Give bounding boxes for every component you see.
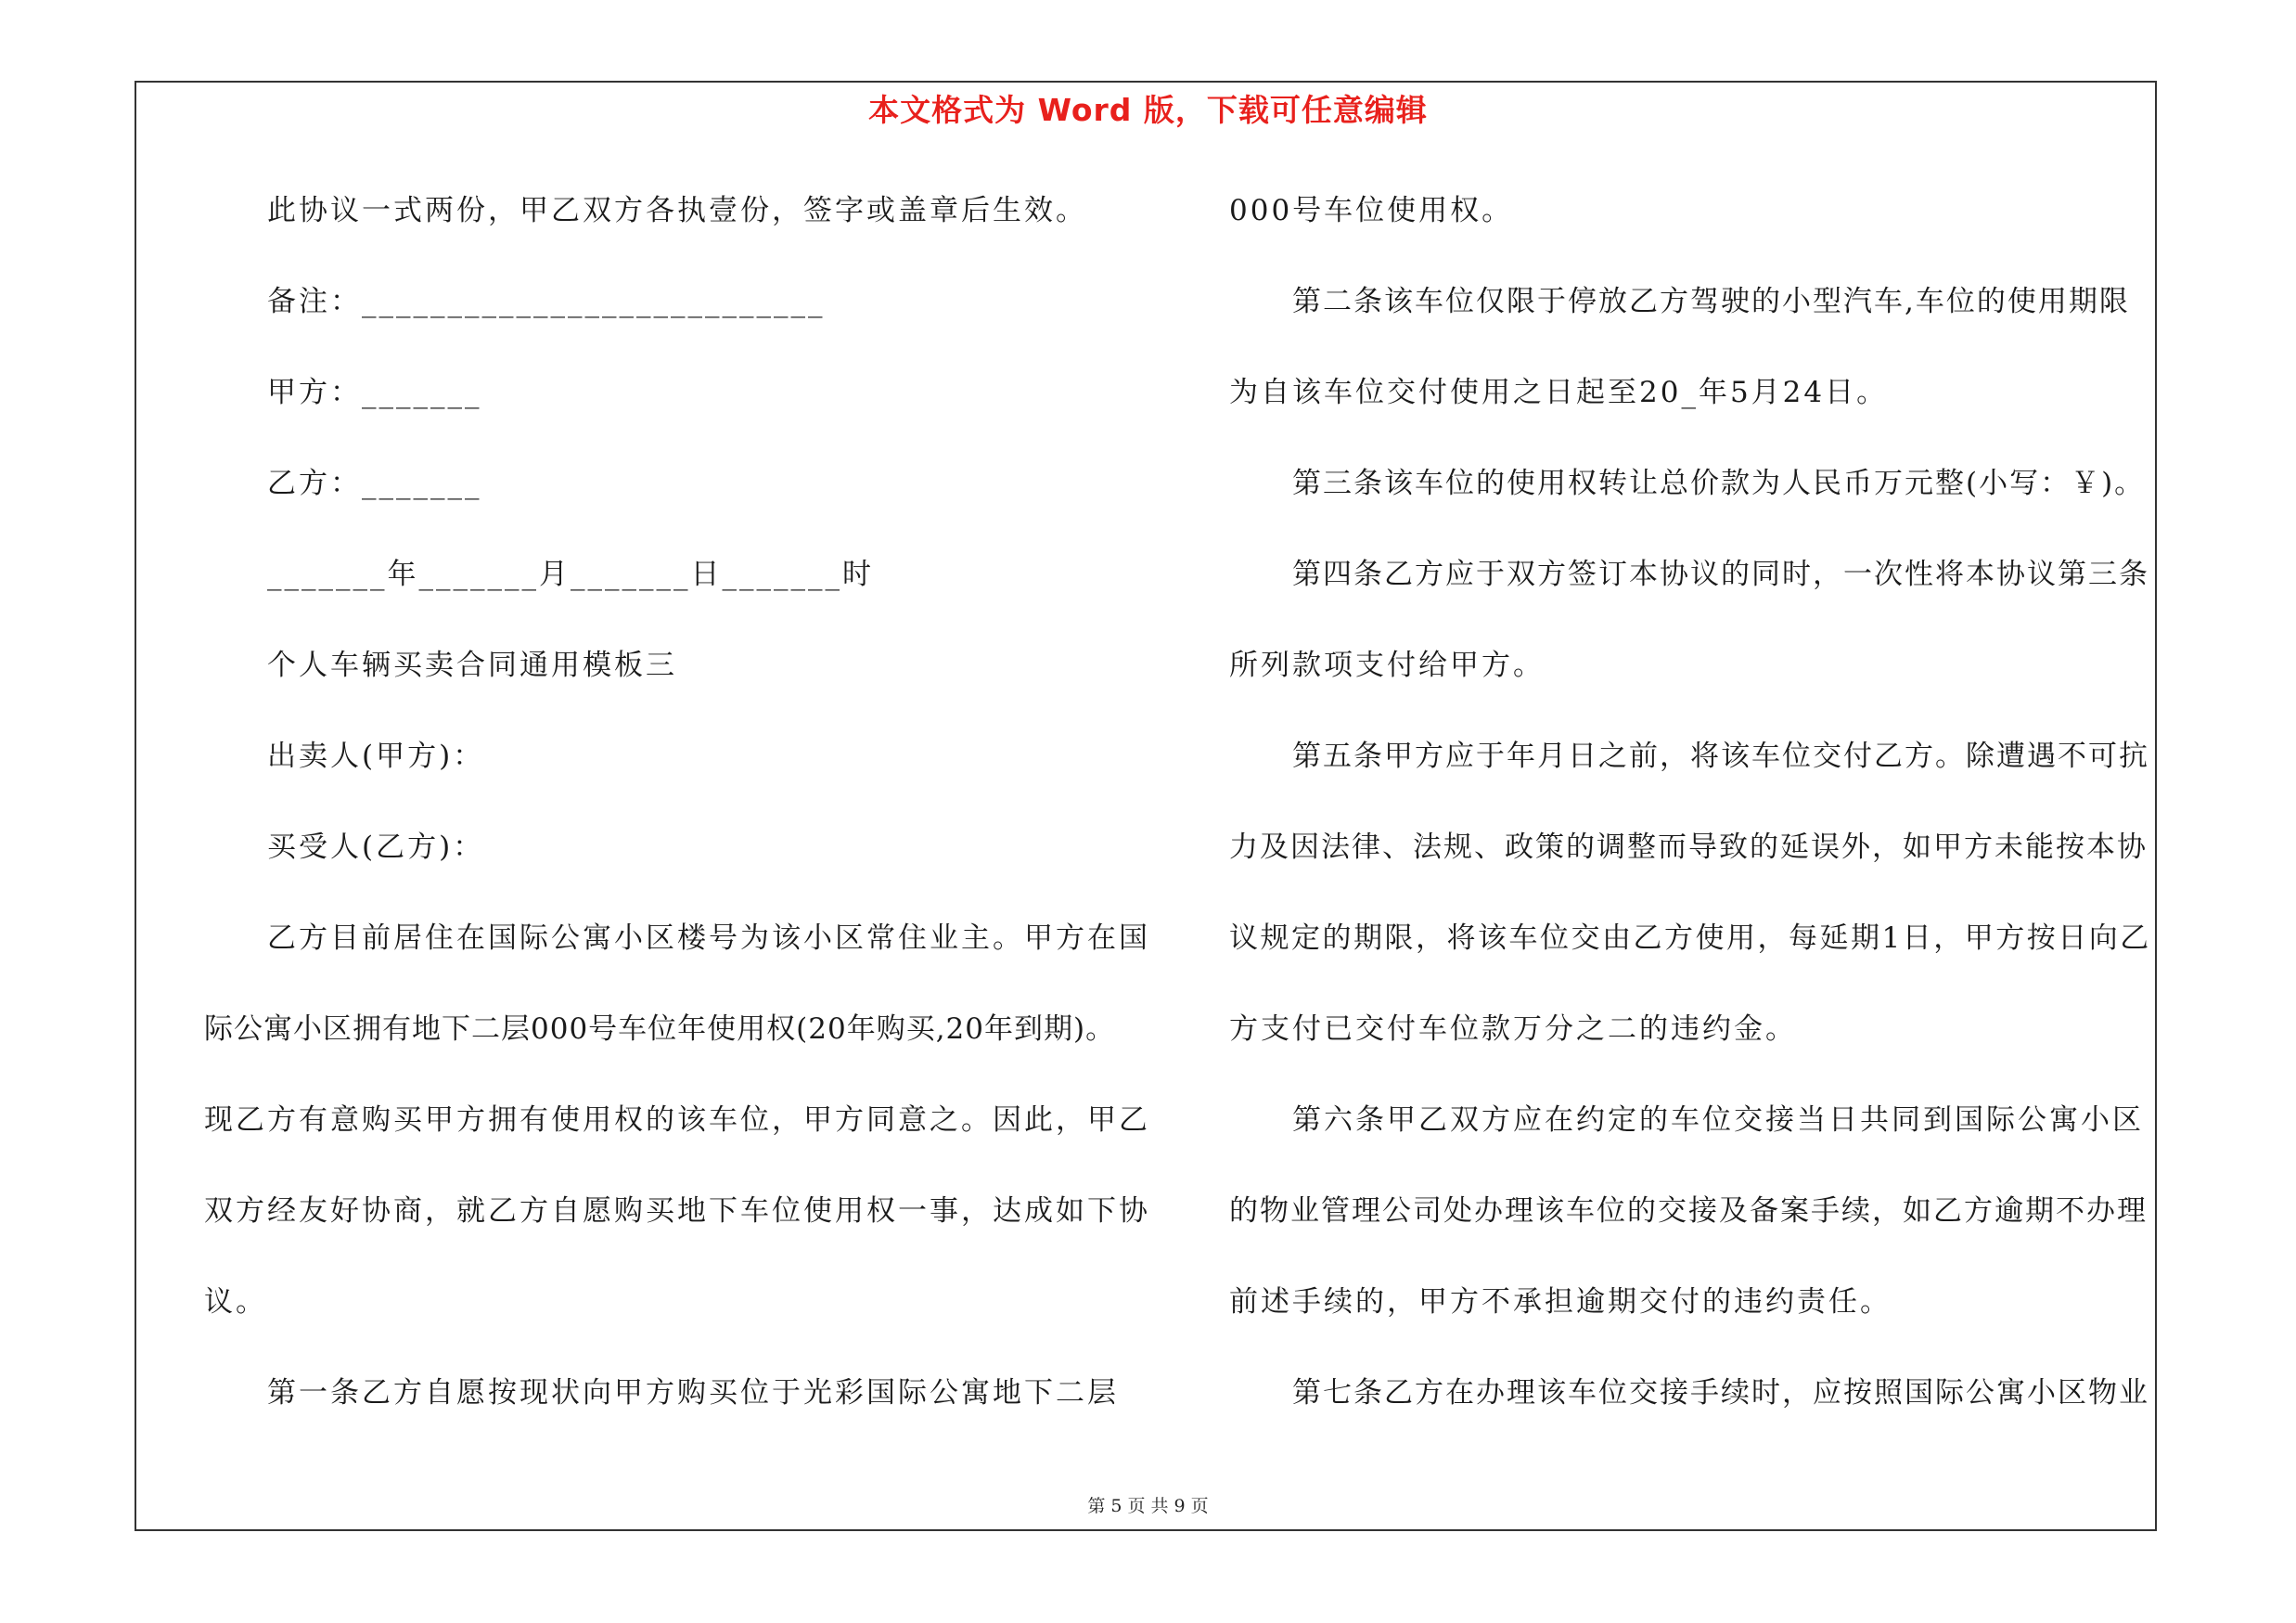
left-line: 议。 bbox=[204, 1285, 267, 1319]
right-line: 第二条该车位仅限于停放乙方驾驶的小型汽车,车位的使用期限 bbox=[1292, 285, 2130, 318]
right-line: 前述手续的，甲方不承担逾期交付的违约责任。 bbox=[1229, 1285, 1892, 1319]
right-line: 所列款项支付给甲方。 bbox=[1229, 649, 1545, 682]
left-line: 买受人(乙方)： bbox=[267, 831, 485, 864]
left-line: 甲方：_______ bbox=[267, 376, 482, 409]
header-banner: 本文格式为 Word 版，下载可任意编辑 bbox=[868, 92, 1428, 128]
left-line: 备注：___________________________ bbox=[267, 285, 826, 318]
left-line: _______年_______月_______日_______时 bbox=[267, 558, 874, 591]
right-line: 000号车位使用权。 bbox=[1229, 194, 1514, 227]
left-line: 出卖人(甲方)： bbox=[267, 740, 485, 773]
left-line: 第一条乙方自愿按现状向甲方购买位于光彩国际公寓地下二层 bbox=[267, 1376, 1119, 1410]
right-line: 第七条乙方在办理该车位交接手续时，应按照国际公寓小区物业 bbox=[1292, 1376, 2149, 1410]
left-line: 双方经友好协商，就乙方自愿购买地下车位使用权一事，达成如下协 bbox=[204, 1194, 1150, 1228]
left-line: 现乙方有意购买甲方拥有使用权的该车位，甲方同意之。因此，甲乙 bbox=[204, 1103, 1150, 1137]
right-line: 第三条该车位的使用权转让总价款为人民币万元整(小写：￥)。 bbox=[1292, 467, 2146, 500]
page-number: 第 5 页 共 9 页 bbox=[1087, 1496, 1209, 1516]
right-line: 的物业管理公司处办理该车位的交接及备案手续，如乙方逾期不办理 bbox=[1229, 1194, 2148, 1228]
right-line: 第六条甲乙双方应在约定的车位交接当日共同到国际公寓小区 bbox=[1292, 1103, 2144, 1137]
left-line: 个人车辆买卖合同通用模板三 bbox=[267, 649, 677, 682]
left-line: 此协议一式两份，甲乙双方各执壹份，签字或盖章后生效。 bbox=[267, 194, 1087, 227]
left-line: 乙方：_______ bbox=[267, 467, 482, 500]
right-line: 第五条甲方应于年月日之前，将该车位交付乙方。除遭遇不可抗 bbox=[1292, 740, 2149, 773]
right-line: 力及因法律、法规、政策的调整而导致的延误外，如甲方未能按本协 bbox=[1229, 831, 2148, 864]
left-line: 乙方目前居住在国际公寓小区楼号为该小区常住业主。甲方在国 bbox=[267, 921, 1150, 955]
right-line: 方支付已交付车位款万分之二的违约金。 bbox=[1229, 1012, 1797, 1046]
left-line: 际公寓小区拥有地下二层000号车位年使用权(20年购买,20年到期)。 bbox=[204, 1012, 1116, 1046]
right-line: 为自该车位交付使用之日起至20_年5月24日。 bbox=[1229, 376, 1889, 409]
right-line: 第四条乙方应于双方签订本协议的同时，一次性将本协议第三条 bbox=[1292, 558, 2149, 591]
right-line: 议规定的期限，将该车位交由乙方使用，每延期1日，甲方按日向乙 bbox=[1229, 921, 2151, 955]
